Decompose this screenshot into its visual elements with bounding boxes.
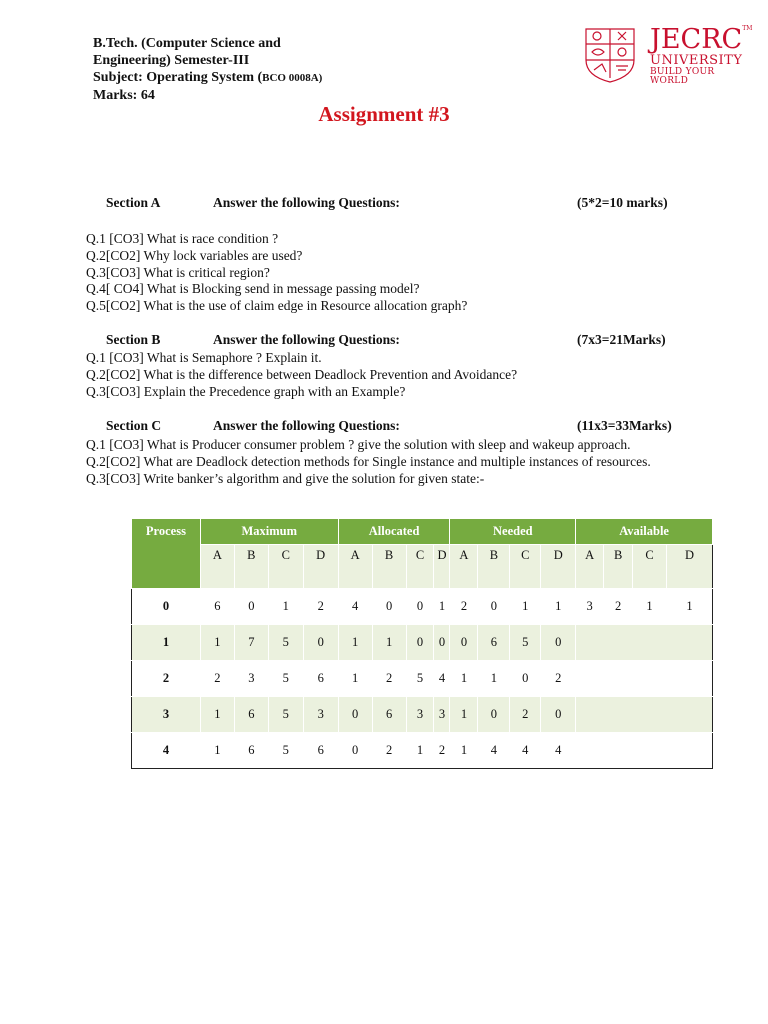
table-row — [132, 733, 713, 769]
bankers-table — [131, 518, 713, 769]
col-need-d: D — [541, 545, 576, 589]
avail-cell: 3 — [576, 589, 604, 625]
alloc-cell: 0 — [372, 589, 406, 625]
process-cell: 2 — [132, 661, 201, 697]
needed-header: Needed — [450, 519, 576, 545]
section-c-questions — [86, 437, 726, 487]
max-cell: 6 — [234, 733, 268, 769]
max-cell: 6 — [303, 661, 338, 697]
alloc-cell: 5 — [406, 661, 434, 697]
col-alloc-a: A — [338, 545, 372, 589]
available-header: Available — [576, 519, 713, 545]
max-cell: 5 — [268, 661, 303, 697]
need-cell: 2 — [510, 697, 541, 733]
max-cell: 2 — [303, 589, 338, 625]
col-max-d: D — [303, 545, 338, 589]
col-need-c: C — [510, 545, 541, 589]
alloc-cell: 6 — [372, 697, 406, 733]
max-cell: 7 — [234, 625, 268, 661]
alloc-cell: 4 — [338, 589, 372, 625]
university-seal-icon — [582, 26, 638, 84]
alloc-cell: 0 — [406, 589, 434, 625]
question: Q.1 [CO3] What is race condition ? — [86, 231, 279, 246]
alloc-cell: 1 — [434, 589, 450, 625]
section-a-label: Section A — [106, 195, 161, 210]
max-cell: 1 — [200, 733, 234, 769]
need-cell: 1 — [450, 661, 478, 697]
brand-name: JECRC — [650, 24, 743, 55]
need-cell: 6 — [478, 625, 510, 661]
avail-cell: 1 — [633, 589, 667, 625]
question: Q.4[ CO4] What is Blocking send in message passing model? — [86, 281, 420, 297]
section-c-label: Section C — [106, 418, 162, 433]
table-body — [132, 589, 713, 769]
max-cell: 6 — [234, 697, 268, 733]
max-cell: 0 — [303, 625, 338, 661]
max-cell: 1 — [268, 589, 303, 625]
avail-empty-cell — [576, 697, 713, 733]
need-cell: 1 — [450, 697, 478, 733]
need-cell: 2 — [450, 589, 478, 625]
question: Q.3[CO3] Write banker’s algorithm and give the solution for given state:- — [86, 470, 485, 486]
col-max-c: C — [268, 545, 303, 589]
university-logo — [582, 26, 752, 84]
alloc-cell: 1 — [338, 625, 372, 661]
section-c-heading — [106, 418, 706, 436]
col-alloc-c: C — [406, 545, 434, 589]
maximum-header: Maximum — [200, 519, 338, 545]
section-b-marks: (7x3=21Marks) — [577, 332, 666, 347]
section-b-heading — [106, 332, 706, 350]
need-cell: 4 — [541, 733, 576, 769]
max-cell: 3 — [303, 697, 338, 733]
section-c-marks: (11x3=33Marks) — [577, 418, 672, 433]
course-line-2: Engineering) Semester-III — [93, 53, 250, 68]
alloc-cell: 2 — [372, 733, 406, 769]
col-need-b: B — [478, 545, 510, 589]
max-cell: 1 — [200, 697, 234, 733]
need-cell: 0 — [478, 589, 510, 625]
alloc-cell: 3 — [434, 697, 450, 733]
max-cell: 2 — [200, 661, 234, 697]
brand-university: UNIVERSITY — [650, 53, 743, 68]
question: Q.5[CO2] What is the use of claim edge in Resource allocation graph? — [86, 298, 468, 314]
need-cell: 4 — [510, 733, 541, 769]
col-max-b: B — [234, 545, 268, 589]
brand-text — [650, 26, 752, 86]
table-row — [132, 625, 713, 661]
col-avail-d: D — [667, 545, 713, 589]
max-cell: 0 — [234, 589, 268, 625]
table-row — [132, 589, 713, 625]
question: Q.1 [CO3] What is Semaphore ? Explain it. — [86, 350, 322, 365]
section-a-questions — [86, 231, 726, 315]
alloc-cell: 0 — [406, 625, 434, 661]
col-avail-c: C — [633, 545, 667, 589]
question: Q.2[CO2] What are Deadlock detection methods for Single instance and multiple instances of resources. — [86, 453, 651, 469]
process-cell: 1 — [132, 625, 201, 661]
alloc-cell: 0 — [434, 625, 450, 661]
subject-code: BCO 0008A) — [262, 72, 323, 84]
need-cell: 0 — [450, 625, 478, 661]
col-avail-b: B — [604, 545, 633, 589]
col-avail-a: A — [576, 545, 604, 589]
max-cell: 5 — [268, 697, 303, 733]
allocated-header: Allocated — [338, 519, 450, 545]
section-b-instruction: Answer the following Questions: — [213, 332, 400, 347]
table-row — [132, 697, 713, 733]
question: Q.2[CO2] Why lock variables are used? — [86, 247, 303, 263]
max-cell: 5 — [268, 625, 303, 661]
section-b-label: Section B — [106, 332, 161, 347]
alloc-cell: 3 — [406, 697, 434, 733]
question: Q.1 [CO3] What is Producer consumer problem ? give the solution with sleep and wakeup approach. — [86, 437, 631, 452]
question: Q.2[CO2] What is the difference between Deadlock Prevention and Avoidance? — [86, 366, 518, 382]
max-cell: 6 — [303, 733, 338, 769]
col-max-a: A — [200, 545, 234, 589]
process-header: Process — [132, 519, 201, 589]
avail-cell: 1 — [667, 589, 713, 625]
table-row — [132, 661, 713, 697]
process-cell: 0 — [132, 589, 201, 625]
trademark-mark: TM — [742, 25, 753, 32]
alloc-cell: 1 — [338, 661, 372, 697]
marks-line: Marks: 64 — [93, 88, 155, 103]
section-a-marks: (5*2=10 marks) — [577, 195, 668, 210]
question: Q.3[CO3] Explain the Precedence graph with an Example? — [86, 383, 406, 399]
alloc-cell: 0 — [338, 733, 372, 769]
brand-tagline: BUILD YOUR WORLD — [650, 67, 715, 86]
subject-line — [93, 69, 322, 87]
process-cell: 3 — [132, 697, 201, 733]
max-cell: 5 — [268, 733, 303, 769]
section-a-instruction: Answer the following Questions: — [213, 195, 400, 210]
max-cell: 3 — [234, 661, 268, 697]
alloc-cell: 1 — [372, 625, 406, 661]
alloc-cell: 2 — [434, 733, 450, 769]
question: Q.3[CO3] What is critical region? — [86, 264, 270, 280]
col-alloc-b: B — [372, 545, 406, 589]
alloc-cell: 1 — [406, 733, 434, 769]
alloc-cell: 2 — [372, 661, 406, 697]
need-cell: 4 — [478, 733, 510, 769]
need-cell: 1 — [510, 589, 541, 625]
need-cell: 1 — [541, 589, 576, 625]
col-need-a: A — [450, 545, 478, 589]
need-cell: 0 — [510, 661, 541, 697]
alloc-cell: 0 — [338, 697, 372, 733]
col-alloc-d: D — [434, 545, 450, 589]
avail-empty-cell — [576, 661, 713, 697]
need-cell: 5 — [510, 625, 541, 661]
section-b-questions — [86, 350, 726, 400]
course-line-1: B.Tech. (Computer Science and — [93, 36, 281, 51]
max-cell: 6 — [200, 589, 234, 625]
section-c-instruction: Answer the following Questions: — [213, 418, 400, 433]
avail-empty-cell — [576, 625, 713, 661]
need-cell: 0 — [478, 697, 510, 733]
process-cell: 4 — [132, 733, 201, 769]
need-cell: 0 — [541, 697, 576, 733]
avail-cell: 2 — [604, 589, 633, 625]
subject-label: Subject: Operating System ( — [93, 70, 263, 85]
need-cell: 1 — [478, 661, 510, 697]
avail-empty-cell — [576, 733, 713, 769]
need-cell: 1 — [450, 733, 478, 769]
need-cell: 2 — [541, 661, 576, 697]
need-cell: 0 — [541, 625, 576, 661]
max-cell: 1 — [200, 625, 234, 661]
course-header — [93, 35, 322, 104]
section-a-heading — [106, 195, 706, 213]
alloc-cell: 4 — [434, 661, 450, 697]
assignment-title: Assignment #3 — [318, 102, 450, 126]
